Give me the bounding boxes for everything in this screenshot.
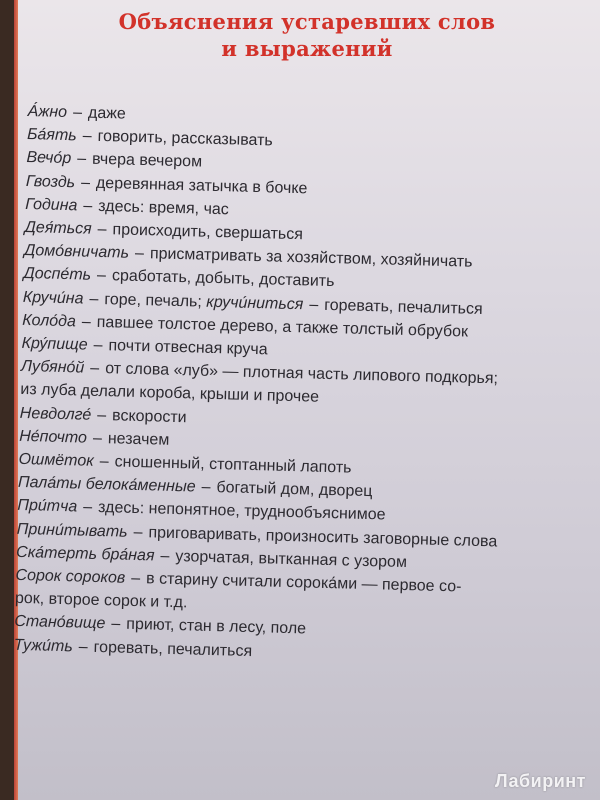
entry-term: Не́почто xyxy=(18,427,88,447)
entry-separator: – xyxy=(96,267,107,285)
entry-separator: – xyxy=(90,359,100,378)
page-title xyxy=(14,8,600,62)
entry-term: Пала́ты белока́менные xyxy=(17,474,196,496)
entry-term: Стано́вище xyxy=(14,613,106,633)
entry-separator: – xyxy=(76,150,87,168)
entry-definition: даже xyxy=(87,104,127,123)
entry-definition: горевать, печалиться xyxy=(93,638,253,660)
entry-separator: – xyxy=(97,406,107,424)
entry-definition: здесь: непонятное, труднообъяснимое xyxy=(97,499,386,524)
entry-term: Дея́ться xyxy=(24,218,92,238)
entry-term: А́жно xyxy=(27,102,68,122)
labirint-watermark: Лабиринт xyxy=(494,771,586,791)
entry-definition: павшее толстое дерево, а также толстый обрубок xyxy=(96,313,469,341)
entry-separator: – xyxy=(89,290,99,308)
entry-definition: узорчатая, вытканная с узором xyxy=(175,547,408,571)
entry-term: Ска́терть бра́ная xyxy=(15,543,155,565)
entry-separator: – xyxy=(309,296,319,314)
entry-separator: – xyxy=(81,313,91,331)
entry-separator: – xyxy=(111,615,121,634)
entry-continuation: из луба делали короба, крыши и прочее xyxy=(20,381,320,407)
entry-separator: – xyxy=(72,104,83,122)
entry-term: Прини́тывать xyxy=(16,520,128,541)
entry-separator: – xyxy=(83,197,93,215)
entry-separator: – xyxy=(93,336,103,355)
entry-term: При́тча xyxy=(17,497,78,516)
entry-separator: – xyxy=(82,127,92,145)
entry-definition: в старину считали сорока́ми — первое со- xyxy=(145,570,462,596)
entry-term: Ба́ять xyxy=(26,126,77,145)
entry-term: Коло́да xyxy=(22,311,77,331)
entry-definition: приют, стан в лесу, поле xyxy=(126,616,307,638)
entry-definition: почти отвесная круча xyxy=(108,337,268,359)
entry-definition: горе, печаль; xyxy=(104,290,203,311)
entry-term: Домо́вничать xyxy=(23,242,130,262)
entry-separator: – xyxy=(80,174,91,192)
entry-definition: вчера вечером xyxy=(91,151,203,171)
entry-sub-term: кручи́ниться xyxy=(206,293,304,313)
entry-definition: от слова «луб» — плотная часть липового подкорья; xyxy=(104,360,499,388)
entry-separator: – xyxy=(83,499,93,517)
entry-term: Доспе́ть xyxy=(23,265,92,285)
entry-separator: – xyxy=(97,220,107,239)
glossary-list xyxy=(14,100,588,671)
entry-definition: незачем xyxy=(107,430,170,449)
entry-definition: приговаривать, произносить заговорные слова xyxy=(148,523,498,551)
entry-separator: – xyxy=(201,478,211,497)
entry-definition: деревянная затычка в бочке xyxy=(95,174,308,197)
book-page xyxy=(14,0,600,800)
entry-definition: вскорости xyxy=(111,406,187,426)
entry-separator: – xyxy=(99,453,109,471)
entry-separator: – xyxy=(78,638,88,656)
entry-sub-definition: горевать, печалиться xyxy=(324,296,483,318)
title-line-1: Объяснения устаревших слов xyxy=(118,9,496,34)
entry-separator: – xyxy=(92,429,103,447)
entry-definition: происходить, свершаться xyxy=(112,221,304,244)
entry-definition: здесь: время, час xyxy=(98,197,230,219)
entry-term: Вечо́р xyxy=(26,149,72,168)
entry-separator: – xyxy=(131,569,141,588)
entry-term: Ошмёток xyxy=(18,450,94,470)
entry-separator: – xyxy=(133,523,143,541)
entry-definition: присматривать за хозяйством, хозяйничать xyxy=(149,245,473,271)
entry-definition: сношенный, стоптанный лапоть xyxy=(114,453,352,477)
entry-separator: – xyxy=(134,245,145,263)
entry-separator: – xyxy=(160,547,170,565)
entry-term: Кручи́на xyxy=(22,288,84,308)
entry-definition: богатый дом, дворец xyxy=(216,479,373,501)
page-edge xyxy=(14,0,18,800)
entry-term: Кру́пище xyxy=(21,334,88,354)
entry-term: Година xyxy=(25,195,78,215)
entry-term: Лубяно́й xyxy=(20,358,85,377)
entry-term: Гвоздь xyxy=(25,172,76,191)
entry-continuation: рок, второе сорок и т.д. xyxy=(14,590,188,612)
entry-definition: говорить, рассказывать xyxy=(97,128,273,150)
title-line-2: и выражений xyxy=(221,36,393,61)
entry-term: Тужи́ть xyxy=(14,636,74,656)
entry-term: Невдолге́ xyxy=(19,404,92,424)
entry-definition: сработать, добыть, доставить xyxy=(111,267,335,291)
entry-term: Сорок сороков xyxy=(15,566,126,587)
